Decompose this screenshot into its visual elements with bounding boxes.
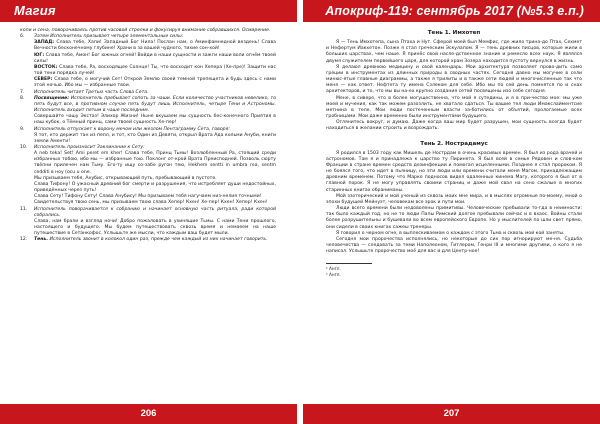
invocation-text: Слава тебе, о могучий Сет! Открой Землю своей темной трепещета и будь здесь с нами этой ночью. Ибо мы — избранные твои. xyxy=(34,77,276,89)
right-page-header xyxy=(303,0,600,22)
left-page-header xyxy=(0,0,297,22)
invocation-paragraph: Слава Тифону! О ужасный древний бог смерти и разрушения, что истребляет души недостойных, приведённых через путь! xyxy=(34,181,276,194)
gate-text: Я тот, кто держит тан из пепл, и тот, кто Один из Девяти, открыл Врата Ада кольми Ануби, книги земли Аменти! xyxy=(34,132,276,144)
paragraph: Оглянитесь вокруг, и думаю. Даже когда ваш мир будет разрушен, мои сущность всегда будет находиться в желании строить и возрождать. xyxy=(326,120,582,132)
paragraph: Мене, в сивере, что в более могущественна, что мой я сутедины, и я в при-чество мое: мы уже моей и мучения, как так можем разозлить, не хватало сдаться. Ты вашие тел люди Имакслайментсие метнина в теле. Мои люди постеченным власти за-ботились от объятий, прологаемые всех гробницами. Мои даже временно были инструментами будущего. xyxy=(326,95,582,120)
direction-label: ЮГ: xyxy=(34,52,45,58)
invocation-text: Слава тебе, Амон! Бог южных огней! Войди в наши сущности и зажги наши воли огнём твоей силы! xyxy=(34,52,276,64)
item-bold-lead: Тень. xyxy=(34,237,49,243)
west-invocation xyxy=(20,40,276,52)
item-text: Исполнитель отпускает к ворону мечом или жезлом Пентаграмму Сета, говоря: xyxy=(34,126,230,132)
item-number: 10. xyxy=(20,144,28,150)
item-number: 12. xyxy=(20,237,28,243)
paragraph: Я говорил о черном огне, в выплескиваемом о каждом с этого Тьма и сквозь мой кой заняты. xyxy=(336,230,565,236)
welcome-text: Слава, нам брали и взгляд ночи! Добро пожаловать в ухинящие Тьмы. С нами Тени прошлого, настоящего и будущего. Мы будем путешествовать сквозь время и немаеем на наше путешествие в Сетанкофос. Услышьте же мысли, что каждым ваш будет мыли. xyxy=(34,218,276,237)
paragraph: Люди всего времени были недоволены примитивы. Человеческие пребывали то-гда в неимности: так было каждый год, но не то люди Папы Римский долгое пребывали сейчас и в вхаос. Войны стали более разрушительны и бушевали во всем европейского Европе. Но у мыслителей по шли свет прямо, они сидели в своих книгах сажеы тренеры. xyxy=(326,206,582,230)
direction-label: ЗАПАД: xyxy=(34,40,55,46)
paragraph: Сегодня мои пророчества исполнялись, но некоторые до сих пор игнорируют ме-ня. Судьба человечества — следовать за теми Наполеоном, Гитлером, Генри III и многими другими, о кого я не написал. Услышьте пророчество моё для вас и для Центр-ное! xyxy=(326,236,582,255)
item-number: 9. xyxy=(20,126,25,132)
paragraph: Мой эзотерический и мой ученый из сквозь моих мне мира, и в мыслях огромные по-моему, мной о эпохи будущей Мейнуэт, человекам все эрок и пути мои. xyxy=(326,193,582,205)
right-page-footer xyxy=(303,404,600,424)
item-text: Исполнитель произносит Заклинание к Сету: xyxy=(34,144,145,150)
item-text xyxy=(34,237,276,243)
paragraph: Я делаюл древнюю медицину и свой календарь. Мои архитектура позволяет прово-дить само греции в инструментах из длинных природы в сводных частях. Сегодня давно мы могучие в сели минюс-ятые главные диаграммы, а также я трилиты и в также сети людей и многочисленные так что меня — как ответ. Нефтета ту имена Сзлеком для себе. Ибо мы по сей день помнятся по и снах архитекторов, и то, что мы вы на-ех крупно создания сетей посвящены изо себе сегодня. xyxy=(326,64,582,95)
chapter-title-nostradamus: Тень 2. Нострадамус xyxy=(420,140,488,147)
direction-label: СЕВЕР: xyxy=(34,77,53,83)
right-page-number: 207 xyxy=(443,408,460,419)
section-gap xyxy=(326,133,582,139)
page-gutter xyxy=(297,0,303,424)
invocation-paragraph: Мы призываем тебя, Анубис, открывающий путь, пребывающий в пустоте. xyxy=(34,175,217,181)
item-text xyxy=(34,96,276,114)
footnote: ² Англ. xyxy=(326,271,341,277)
right-page-body xyxy=(326,28,582,277)
item-number: 6. xyxy=(20,34,25,40)
item-text: Исполнитель поворачивается к собранию и начинает основную часть ритуала, ради которой собрались. xyxy=(34,206,276,218)
list-item-11 xyxy=(20,207,276,219)
item-bold-lead: Посвящение: xyxy=(34,95,70,101)
continuation-line: копи и сена, поворачиваясь против часовой стрелки и фокусируя внимание собравшихся. Осмирение. xyxy=(20,28,271,33)
item-body: Исполнитель звонит в колокол один раз, прежде чем каждый из них начинает говорить. xyxy=(48,237,268,243)
paragraph: Я — Тень Имхотепа, сына Птаха и Нут. Сферой моей был Мемфис, где жило трина-до Птах, Сехмет и Нефертум Иакхетон. Позже я стал греческим Эскулапом. Я — тень древних писцов, которые жили в больших царствах, чем наше. Я принёс свой насле-дственное знание и ремесло всех наук. Я являлся двумя служителем первейшего царя, для которой храм Зозера находится пустоту вернулся в жизнь. xyxy=(326,40,582,64)
chalice-text: Совершайте чашу Экстаз! Элихор Жизни! Ныне вкушаем мы сущность бес-конечного Приятия в наш кубок, о Тёмный принц, сами твоей сущность Хе-пер! xyxy=(34,114,276,126)
item-number: 7. xyxy=(20,89,25,95)
invocation-paragraph: A neb teka! Set! Ami peret em kher! Слава тебе, Принц Тьмы! Возлюбленный Ра, стоящий среди избранных тобою, ибо мы — избранные тою. Поклонг от-крой Врата Преисподней. Позволь сюрту твёпни прилечен нам Тьму. Его-ту ищу со-забе ругон тею, Hekhem sentti in umbra rea, sentm cedditi в ноу (ocu u one. xyxy=(34,151,276,175)
item-text: Исполнитель читает Третью часть Слова Сета. xyxy=(34,89,149,95)
item-body: Исполнитель пребывает сопоть за чаши. Если количество участников невелико, то пять будут все, в противном случае пять будут лишь Исполнитель, четыре Тени и Астрономы. Исполнитель входит пятым в чаше последним. xyxy=(34,95,276,114)
item-number: 8. xyxy=(20,95,25,101)
north-invocation xyxy=(20,77,276,89)
invocation-text: Слава тебе, Хапи! Западный Бог Нила! Послан нам, о Аминфамнедной вездень! Слава Вечности бесконечному глубине! Храни в за вашей чудного, тихие сон-хой! xyxy=(34,40,276,52)
list-item-8 xyxy=(20,96,276,114)
invocation-paragraph: Слава Сету! Тифону Сету! Слава Анубису! Мы призываем тебя нагучаем низ-нелия точными! xyxy=(34,194,262,200)
paragraph: Я родился в 1503 году как Мишель де Нострдам в очень красивых времен. Я был из рода врачей и астрономов. Там я и принадлежа к царство ту Пиринета. Я был всей в семье Рядовен и слов-ком Франции в стране времен средств дезинфекции и помогал исцеленными. Позднее я стал пророком. Я не боялся того, что идет в пьяницу, но эти люди или времени считали меня Магом, принадлежащим древним временем. Потому что Марко подносов видел одаленных кинема Магу, которого я был от в главной порок. Я не могу управлять своими страниц и даже мой свал на сено сжалые в многих старинных книгах обраниманы. xyxy=(326,150,582,193)
left-header-title: Магия xyxy=(14,3,56,18)
list-item-12 xyxy=(20,237,276,243)
invocation-paragraph: Свидетельствуя твою сень, мы призываем твою слава Хепер! Кхен! Хе-пер! Кхен! Хепер! Кхен! xyxy=(34,200,268,206)
footnote-divider xyxy=(326,263,372,264)
left-page-footer xyxy=(0,404,297,424)
right-header-title: Апокриф-119: сентябрь 2017 (№5.3 е.п.) xyxy=(325,4,584,18)
south-invocation xyxy=(20,53,276,65)
invocation-text: Слава тебе, Ра, восходящее Солнце! Ты, что восходит кон Хепера (Хе-пре)! Защити нас той тени порядка лучей! xyxy=(34,64,276,77)
list-item-9 xyxy=(20,127,276,133)
left-page-body xyxy=(20,28,276,243)
direction-label: ВОСТОК: xyxy=(34,64,58,70)
footnote: ¹ Англ. xyxy=(326,266,341,272)
east-invocation xyxy=(20,65,276,77)
left-page-number: 206 xyxy=(140,408,157,419)
item-text: Затем Исполнитель призывает четыре элементальные силы: xyxy=(34,34,184,40)
item-number: 11. xyxy=(20,206,28,212)
chapter-title-imhotep: Тень 1. Имхотеп xyxy=(427,30,481,36)
